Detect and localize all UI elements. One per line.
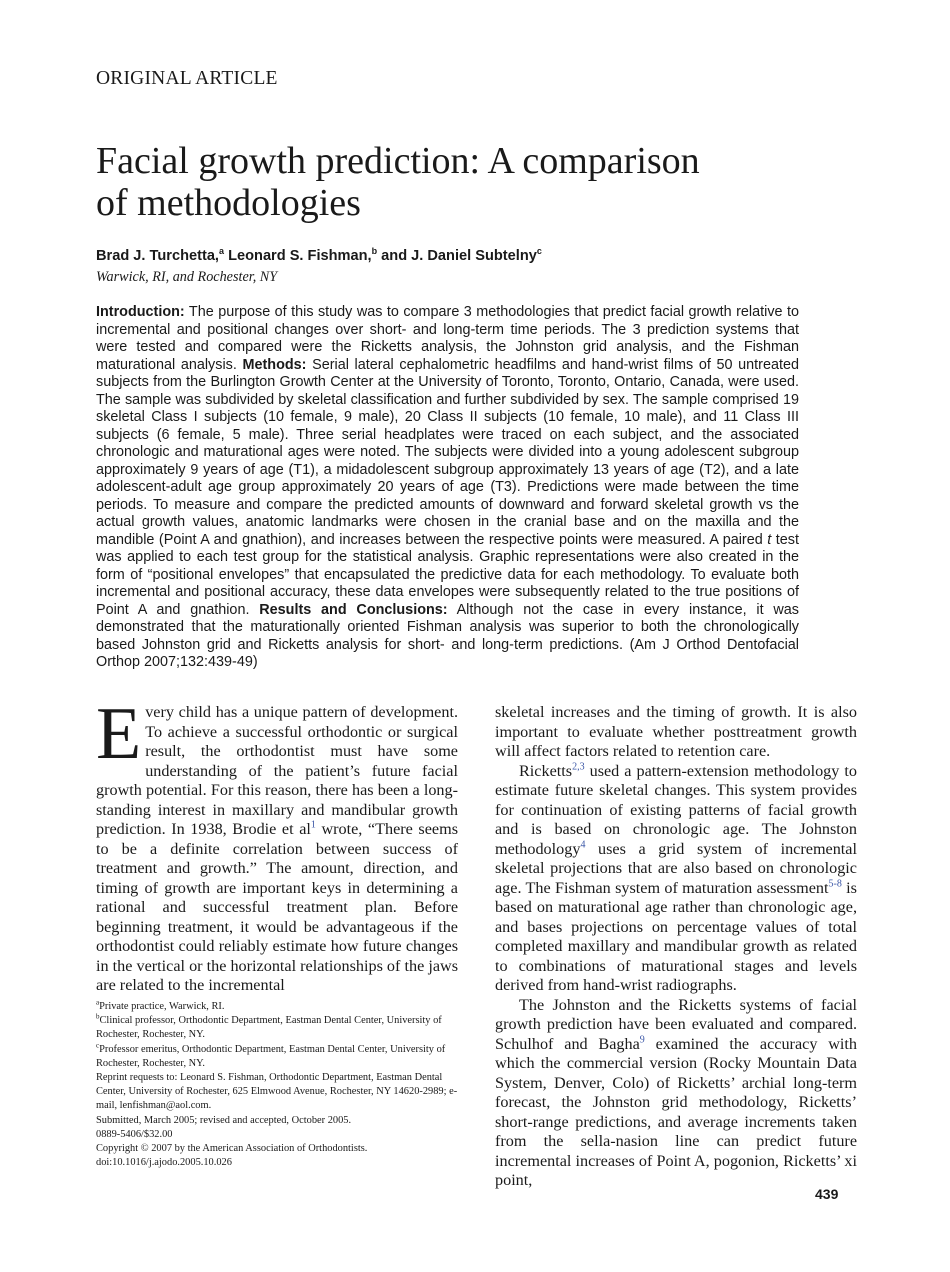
author-name: Leonard S. Fishman, — [228, 248, 372, 264]
footnote-mark: a — [96, 998, 100, 1007]
footnotes — [96, 1000, 458, 1170]
paragraph-text: very child has a unique pattern of development. To achieve a successful orthodontic or surgical result, the orthodontist must have some understanding of the patient’s future facial growth potential. For this reason, there has been a long-standing interest in maxillary and mandibular growth prediction. In 1938, Brodie et al — [96, 703, 458, 838]
abstract-methods-text: Serial lateral cephalometric headfilms and hand-wrist films of 50 untreated subjects from the Burlington Growth Center at the University of Toronto, Toronto, Ontario, Canada, were used. The sample was subdivided by skeletal classification and further subdivided by sex. The sample comprised 19 skeletal Class I subjects (10 female, 9 male), 20 Class II subjects (10 female, 10 male), and 11 Class III subjects (6 female, 5 male). Three serial headplates were traced on each subject, and the associated chronologic and maturational ages were noted. The subjects were divided into a young adolescent subgroup approximately 9 years of age (T1), a midadolescent subgroup approximately 13 years of age (T2), and a late adolescent-adult age group approximately 20 years of age (T3). Predictions were made between the time periods. To measure and compare the predicted amounts of downward and forward skeletal growth vs the actual growth values, anatomic landmarks were chosen in the cranial base and on the maxilla and the mandible (Point A and gnathion), and increases between the respective points were measured. A paired — [96, 356, 799, 548]
citation-link[interactable]: 1 — [310, 819, 316, 831]
footnote-mark: b — [96, 1012, 100, 1021]
author-affiliation-mark: a — [219, 246, 225, 257]
paragraph-text: used a pattern-extension methodology to estimate future skeletal changes. This system provides for continuation of existing patterns of facial growth and is based on chronologic age. The Johnston methodology — [495, 761, 857, 858]
citation-link[interactable]: 9 — [639, 1034, 645, 1046]
footnote-mark: c — [96, 1041, 100, 1050]
citation-link[interactable]: 4 — [580, 839, 586, 851]
abstract — [96, 304, 799, 672]
paragraph-text: wrote, “There seems to be a definite correlation between success of treatment and growth.” The amount, direction, and timing of growth are important keys in determining a rational and successful treatment plan. Before beginning treatment, it would be advantageous if the orthodontist could reliably estimate how future changes in the vertical or the horizontal relationships of the jaws are related to the incremental — [96, 820, 458, 994]
abstract-methods-text-continued: test was applied to each test group for the statistical analysis. Graphic representations were also created in the form of “positional envelopes” that encapsulated the predictive data for each methodology. To evaluate both incremental and positional accuracy, these data envelopes were subsequently related to the true positions of Point A and gnathion. — [96, 531, 799, 618]
footnote-submission-dates: Submitted, March 2005; revised and accepted, October 2005. — [96, 1114, 352, 1126]
paragraph-text: The Johnston and the Ricketts systems of facial growth prediction have been evaluated and compared. Schulhof and Bagha — [495, 995, 857, 1053]
author-affiliation-mark: c — [536, 246, 542, 257]
paragraph-text: examined the accuracy with which the commercial version (Rocky Mountain Data System, Denver, Colo) of Ricketts’ archial long-term forecast, the Johnston grid methodology, Ricketts’ short-range predictions, and average increments taken from the sella-nasion line can predict future incremental increases of Point A, pogonion, Ricketts’ xi point, — [495, 1034, 857, 1189]
body-column-right — [495, 703, 857, 1191]
paragraph-text: is based on maturational age rather than chronologic age, and bases projections on percentage values of total completed maxillary and mandibular growth as related to combinations of maturational stages and levels derived from hand-wrist radiographs. — [495, 878, 857, 994]
footnote-text: Clinical professor, Orthodontic Department, Eastman Dental Center, University of Rochester, Rochester, NY. — [96, 1015, 442, 1041]
body-paragraph — [495, 762, 857, 996]
article-title — [96, 140, 856, 224]
abstract-methods-label: Methods: — [242, 356, 307, 373]
citation-link[interactable]: 5-8 — [828, 878, 842, 890]
footnote-affiliation-a — [96, 1000, 458, 1014]
abstract-introduction-text: The purpose of this study was to compare 3 methodologies that predict facial growth relative to incremental and positional changes over short- and long-term time periods. The 3 prediction systems that were tested and compared were the Ricketts analysis, the Johnston grid analysis, and the Fishman maturational analysis. — [96, 304, 799, 373]
footnote-affiliation-c — [96, 1043, 458, 1071]
body-column-left — [96, 693, 458, 996]
footnote-copyright: Copyright © 2007 by the American Association of Orthodontists. — [96, 1143, 368, 1155]
footnote-doi[interactable]: doi:10.1016/j.ajodo.2005.10.026 — [96, 1157, 232, 1169]
footnote-affiliation-b — [96, 1014, 458, 1042]
footnote-reprint-requests: Reprint requests to: Leonard S. Fishman, Orthodontic Department, Eastman Dental Center, University of Rochester, 625 Elmwood Avenue, Rochester, NY 14620-2989; e-mail, lenfishman@aol.com. — [96, 1072, 458, 1112]
author-name: Brad J. Turchetta, — [96, 248, 219, 264]
abstract-results-label: Results and Conclusions: — [259, 601, 448, 618]
page-number: 439 — [815, 1186, 839, 1202]
footnote-issn: 0889-5406/$32.00 — [96, 1128, 173, 1140]
paragraph-text: Ricketts — [519, 761, 573, 780]
footnote-text: Professor emeritus, Orthodontic Department, Eastman Dental Center, University of Rochester, Rochester, NY. — [96, 1043, 446, 1069]
body-paragraph — [495, 996, 857, 1191]
title-line-1: Facial growth prediction: A comparison — [96, 140, 700, 182]
abstract-t-italic: t — [767, 531, 772, 548]
paragraph-text: uses a grid system of incremental skeletal projections that are also based on chronologic age. The Fishman system of maturation assessment — [495, 839, 857, 897]
author-name: and J. Daniel Subtelny — [381, 248, 537, 264]
abstract-introduction-label: Introduction: — [96, 304, 185, 320]
abstract-results-text: Although not the case in every instance, it was demonstrated that the maturationally oriented Fishman analysis was superior to both the chronologically based Johnston grid and Ricketts analysis for short- and long-term predictions. (Am J Orthod Dentofacial Orthop 2007;132:439-49) — [96, 601, 799, 670]
title-line-2: of methodologies — [96, 182, 361, 224]
author-affiliation-mark: b — [371, 246, 378, 257]
footnote-text: Private practice, Warwick, RI. — [99, 1001, 225, 1012]
author-list — [96, 248, 542, 264]
citation-link[interactable]: 2,3 — [572, 761, 585, 773]
body-paragraph: skeletal increases and the timing of growth. It is also important to evaluate whether posttreatment growth will affect factors related to retention care. — [495, 703, 857, 760]
section-label: ORIGINAL ARTICLE — [96, 68, 278, 89]
drop-cap: E — [96, 693, 142, 775]
body-paragraph — [96, 693, 458, 996]
author-location: Warwick, RI, and Rochester, NY — [96, 269, 278, 285]
